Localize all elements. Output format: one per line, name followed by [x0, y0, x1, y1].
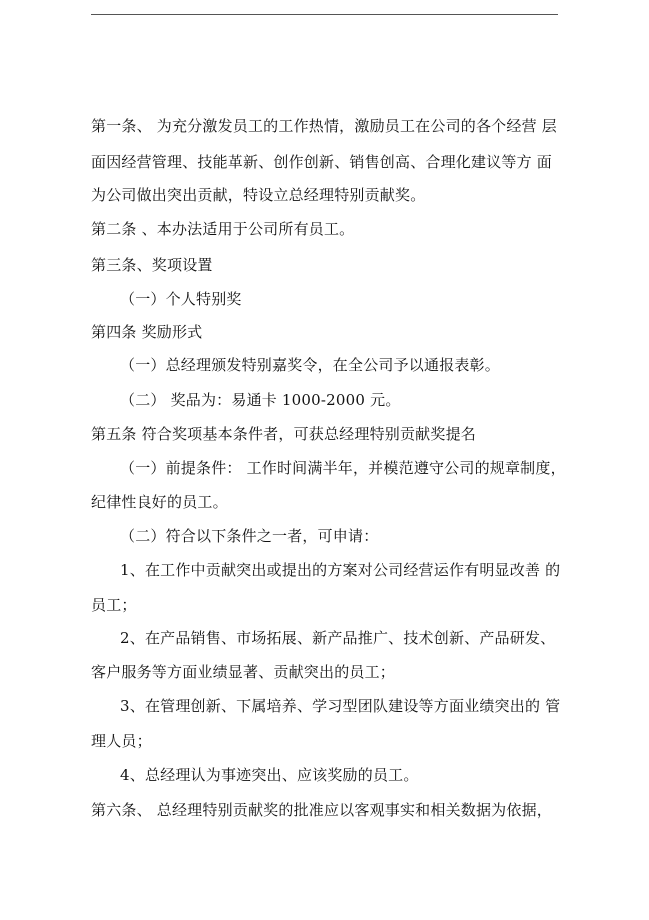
text-line: （一）总经理颁发特别嘉奖令，在全公司予以通报表彰。	[120, 356, 501, 374]
text-line: （二） 奖品为：易通卡 1000-2000 元。	[120, 391, 401, 409]
text-line: 2、在产品销售、市场拓展、新产品推广、技术创新、产品研发、	[120, 629, 556, 647]
text-line: 理人员；	[91, 732, 152, 750]
text-line: 第六条、 总经理特别贡献奖的批准应以客观事实和相关数据为依据，	[91, 801, 552, 819]
text-line: （二）符合以下条件之一者，可申请：	[120, 527, 379, 545]
text-line: 第五条 符合奖项基本条件者，可获总经理特别贡献奖提名	[91, 425, 476, 443]
text-line: 第三条、奖项设置	[91, 256, 213, 274]
text-line: 4、总经理认为事迹突出、应该奖励的员工。	[120, 766, 419, 784]
text-line: 第二条 、本办法适用于公司所有员工。	[91, 220, 355, 238]
text-line: 客户服务等方面业绩显著、贡献突出的员工；	[91, 663, 396, 681]
text-line: 第一条、 为充分激发员工的工作热情，激励员工在公司的各个经营 层	[91, 117, 557, 135]
text-line: 面因经营管理、技能革新、创作创新、销售创高、合理化建议等方 面	[91, 153, 552, 171]
text-line: （一）个人特别奖	[120, 290, 242, 308]
header-rule	[91, 14, 558, 15]
text-line: 第四条 奖励形式	[91, 323, 203, 341]
text-line: 为公司做出突出贡献，特设立总经理特别贡献奖。	[91, 186, 426, 204]
text-line: 纪律性良好的员工。	[91, 493, 228, 511]
text-line: 员工；	[91, 596, 137, 614]
text-line: 1、在工作中贡献突出或提出的方案对公司经营运作有明显改善 的	[120, 561, 561, 579]
text-line: 3、在管理创新、下属培养、学习型团队建设等方面业绩突出的 管	[120, 697, 561, 715]
text-line: （一）前提条件： 工作时间满半年，并模范遵守公司的规章制度，	[120, 459, 566, 477]
